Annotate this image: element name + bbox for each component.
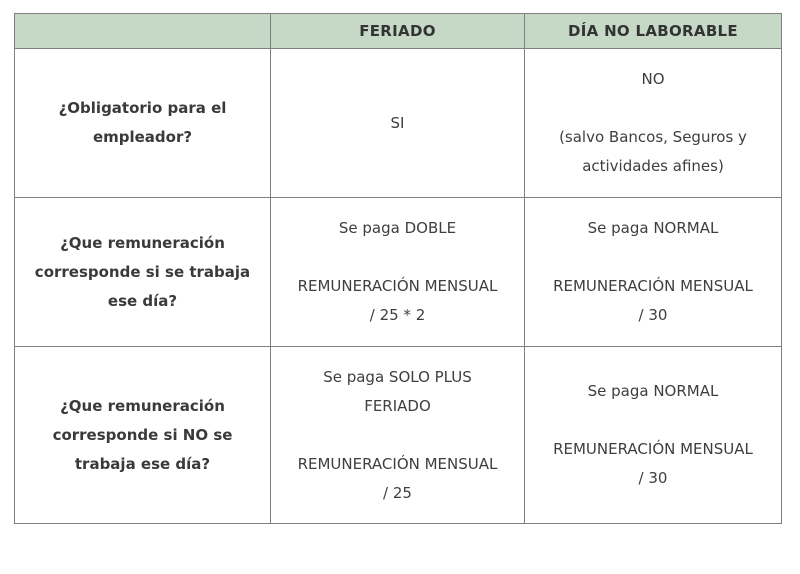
question-line: ¿Que remuneración bbox=[60, 396, 225, 415]
question-line: corresponde si se trabaja bbox=[34, 262, 251, 281]
value-line: Se paga NORMAL bbox=[587, 382, 719, 400]
question-line: ese día? bbox=[107, 291, 178, 310]
comparison-table bbox=[14, 13, 782, 524]
value-line: REMUNERACIÓN MENSUAL bbox=[297, 277, 498, 295]
value-line: actividades afines) bbox=[582, 157, 724, 175]
question-cell bbox=[15, 49, 271, 198]
feriado-cell bbox=[271, 347, 525, 524]
value-line: REMUNERACIÓN MENSUAL bbox=[553, 277, 753, 295]
value-line: REMUNERACIÓN MENSUAL bbox=[297, 454, 498, 473]
feriado-cell bbox=[271, 49, 525, 198]
no-laborable-cell bbox=[525, 198, 782, 347]
value-line: REMUNERACIÓN MENSUAL bbox=[553, 440, 753, 458]
value-line: NO bbox=[641, 70, 665, 88]
value-line: / 25 * 2 bbox=[369, 306, 426, 324]
value-line: / 30 bbox=[638, 306, 668, 324]
line-gap bbox=[533, 243, 773, 272]
line-gap bbox=[533, 94, 773, 123]
question-cell bbox=[15, 347, 271, 524]
table-row-remuneracion-trabaja bbox=[15, 198, 782, 347]
value-line: SI bbox=[390, 113, 405, 132]
value-line: Se paga DOBLE bbox=[338, 219, 457, 237]
feriado-cell bbox=[271, 198, 525, 347]
header-empty-cell bbox=[15, 14, 271, 49]
header-dia-no-laborable: DÍA NO LABORABLE bbox=[525, 14, 782, 49]
question-line: ¿Obligatorio para el bbox=[58, 99, 227, 117]
no-laborable-cell bbox=[525, 49, 782, 198]
table-row-obligatorio bbox=[15, 49, 782, 198]
question-line: trabaja ese día? bbox=[74, 454, 211, 473]
line-gap bbox=[279, 421, 516, 450]
question-line: ¿Que remuneración bbox=[60, 233, 225, 252]
value-line: / 30 bbox=[638, 469, 668, 487]
question-line: empleador? bbox=[92, 128, 193, 146]
value-line: Se paga NORMAL bbox=[587, 219, 719, 237]
question-line: corresponde si NO se bbox=[52, 425, 233, 444]
line-gap bbox=[533, 406, 773, 435]
header-row bbox=[15, 14, 782, 49]
value-line: / 25 bbox=[383, 483, 412, 502]
header-feriado: FERIADO bbox=[271, 14, 525, 49]
value-line: (salvo Bancos, Seguros y bbox=[559, 128, 747, 146]
line-gap bbox=[279, 243, 516, 272]
table-row-remuneracion-no-trabaja bbox=[15, 347, 782, 524]
value-line: FERIADO bbox=[364, 396, 431, 415]
value-line: Se paga SOLO PLUS bbox=[323, 367, 472, 386]
no-laborable-cell bbox=[525, 347, 782, 524]
question-cell bbox=[15, 198, 271, 347]
